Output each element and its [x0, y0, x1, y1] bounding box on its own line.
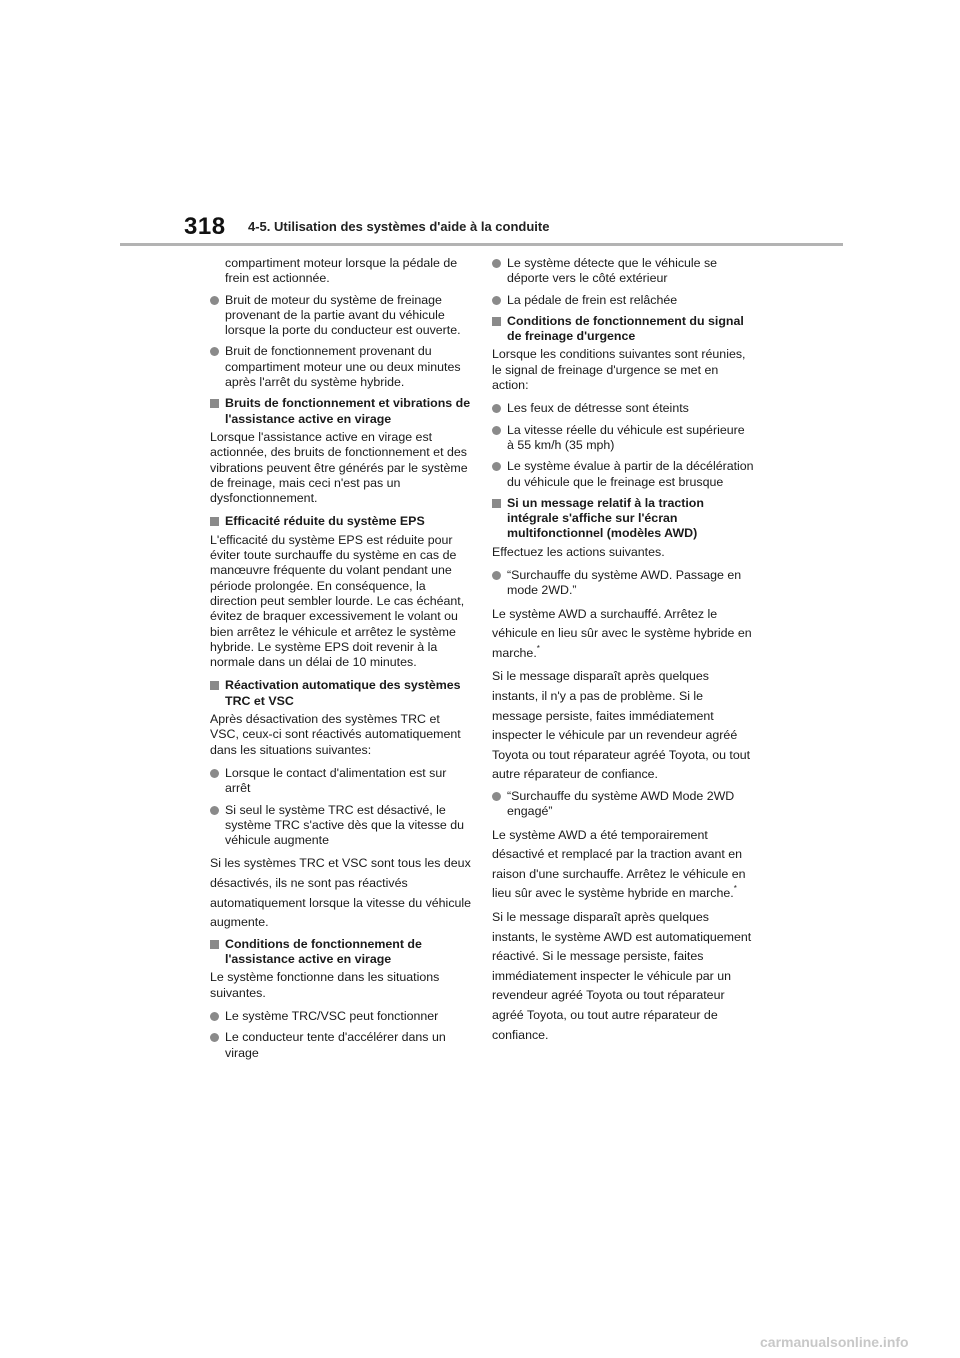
list-item: “Surchauffe du système AWD. Passage en mode 2WD.”	[492, 568, 754, 599]
paragraph: Après désactivation des systèmes TRC et VSC, ceux-ci sont réactivés automatiquement dans les situations suivantes:	[210, 712, 461, 757]
list-item: Bruit de moteur du système de freinage provenant de la partie avant du véhicule lorsque la porte du conducteur est ouverte.	[210, 293, 472, 339]
list-item: La pédale de frein est relâchée	[492, 293, 754, 308]
paragraph: Si le message disparaît après quelques instants, le système AWD est automatiquement réactivé. Si le message persiste, faites immédiatement inspecter le véhicule par un revendeur agréé Toyota ou tout réparateur agréé Toyota, ou tout autre réparateur de confiance.	[492, 909, 752, 1042]
list-item: Si seul le système TRC est désactivé, le système TRC s'active dès que la vitesse du véhicule augmente	[210, 803, 472, 849]
section-title: 4-5. Utilisation des systèmes d'aide à la conduite	[248, 219, 550, 234]
paragraph: Effectuez les actions suivantes.	[492, 544, 665, 559]
subsection-heading: Conditions de fonctionnement du signal de freinage d'urgence	[492, 314, 754, 345]
subsection-heading: Bruits de fonctionnement et vibrations de l'assistance active en virage	[210, 396, 472, 427]
list-item: “Surchauffe du système AWD Mode 2WD engagé”	[492, 789, 754, 820]
list-item: Le conducteur tente d'accélérer dans un virage	[210, 1030, 472, 1061]
list-item: Lorsque le contact d'alimentation est sur arrêt	[210, 766, 472, 797]
header-divider	[120, 243, 843, 246]
list-item: Le système TRC/VSC peut fonctionner	[210, 1009, 472, 1024]
paragraph	[492, 605, 754, 664]
list-item: Le système évalue à partir de la décélération du véhicule que le freinage est brusque	[492, 459, 754, 490]
subsection-heading: Si un message relatif à la traction intégrale s'affiche sur l'écran multifonctionnel (modèles AWD)	[492, 496, 754, 542]
left-column	[210, 256, 472, 1067]
subsection-heading: Efficacité réduite du système EPS	[210, 514, 472, 529]
paragraph: Lorsque les conditions suivantes sont réunies, le signal de freinage d'urgence se met en action:	[492, 347, 746, 393]
page-number: 318	[184, 213, 226, 240]
paragraph: Le système fonctionne dans les situations suivantes.	[210, 970, 440, 1000]
paragraph-text: Le système AWD a été temporairement désactivé et remplacé par la traction avant en raison d'une surchauffe. Arrêtez le véhicule en lieu sûr avec le système hybride en marche.	[492, 827, 746, 901]
subsection-heading: Conditions de fonctionnement de l'assistance active en virage	[210, 937, 472, 968]
paragraph: L'efficacité du système EPS est réduite pour éviter toute surchauffe du système en cas de manœuvre fréquente du volant pendant une période prolongée. En conséquence, la direction peut sembler lourde. Le cas échéant, évitez de braquer excessivement le volant ou bien arrêtez le véhicule et arrêtez le système hybride. Le système EPS doit revenir à la normale dans un délai de 10 minutes.	[210, 532, 465, 670]
list-item: Les feux de détresse sont éteints	[492, 401, 754, 416]
paragraph: Si le message disparaît après quelques instants, il n'y a pas de problème. Si le message persiste, faites immédiatement inspecter le véhicule par un revendeur agréé Toyota ou tout réparateur agréé Toyota, ou tout autre réparateur de confiance.	[492, 669, 751, 782]
paragraph: Lorsque l'assistance active en virage est actionnée, des bruits de fonctionnement et des vibrations peuvent être générés par le système de freinage, mais ceci n'est pas un dysfonctionnement.	[210, 429, 468, 506]
continued-text: compartiment moteur lorsque la pédale de frein est actionnée.	[225, 256, 458, 286]
list-item: Le système détecte que le véhicule se déporte vers le côté extérieur	[492, 256, 754, 287]
subsection-heading: Réactivation automatique des systèmes TRC et VSC	[210, 678, 472, 709]
right-column	[492, 256, 754, 1049]
footnote-marker: *	[733, 884, 737, 894]
footnote-marker: *	[536, 643, 540, 653]
paragraph: Si les systèmes TRC et VSC sont tous les deux désactivés, ils ne sont pas réactivés automatiquement lorsque la vitesse du véhicule augmente.	[210, 856, 472, 930]
page-header	[0, 0, 960, 250]
list-item: La vitesse réelle du véhicule est supérieure à 55 km/h (35 mph)	[492, 423, 754, 454]
paragraph-text: Le système AWD a surchauffé. Arrêtez le véhicule en lieu sûr avec le système hybride en marche.	[492, 606, 752, 660]
list-item: Bruit de fonctionnement provenant du compartiment moteur une ou deux minutes après l'arrêt du système hybride.	[210, 344, 472, 390]
paragraph	[492, 826, 754, 904]
watermark: carmanualsonline.info	[760, 1334, 909, 1350]
